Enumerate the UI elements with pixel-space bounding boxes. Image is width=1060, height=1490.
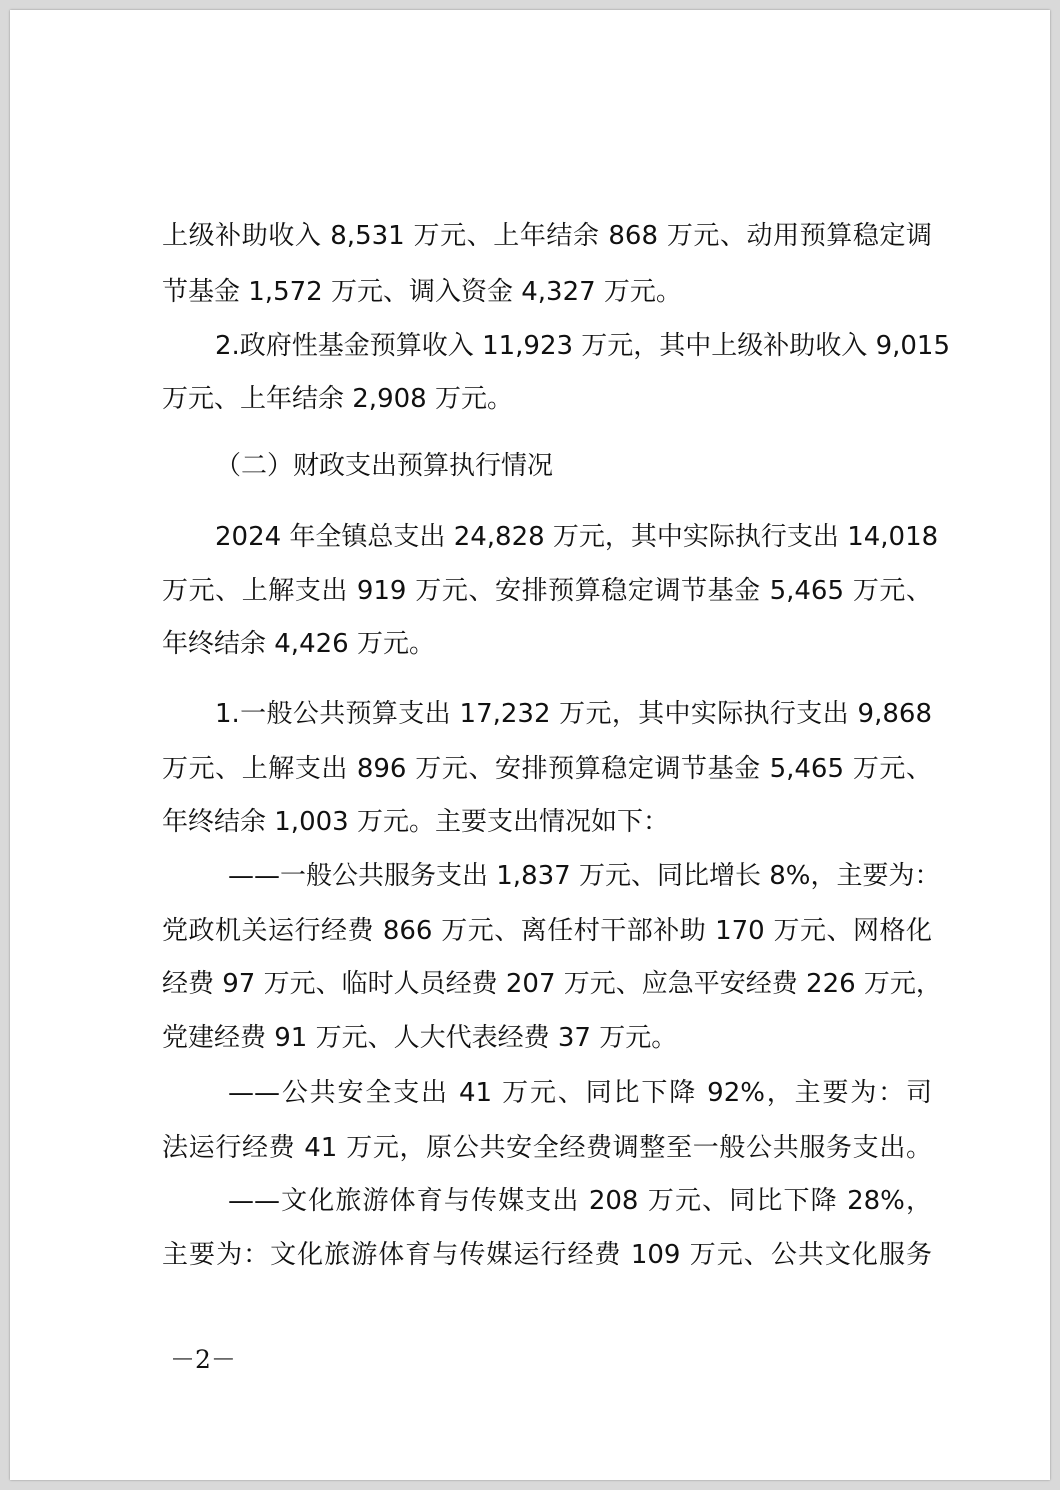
body-text-line: 主要为：文化旅游体育与传媒运行经费 109 万元、公共文化服务	[162, 1240, 932, 1270]
body-text-line: 经费 97 万元、临时人员经费 207 万元、应急平安经费 226 万元，	[162, 969, 942, 999]
body-text-line: 年终结余 4,426 万元。	[162, 629, 435, 659]
body-text-line: 党建经费 91 万元、人大代表经费 37 万元。	[162, 1023, 678, 1053]
body-text-line: 万元、上解支出 896 万元、安排预算稳定调节基金 5,465 万元、	[162, 754, 932, 784]
body-text-line: ——一般公共服务支出 1,837 万元、同比增长 8%，主要为：	[228, 861, 941, 891]
body-text-line: 年终结余 1,003 万元。主要支出情况如下：	[162, 807, 669, 837]
body-text-line: 万元、上年结余 2,908 万元。	[162, 384, 513, 414]
page-number: －2－	[170, 1345, 236, 1374]
body-text-line: 上级补助收入 8,531 万元、上年结余 868 万元、动用预算稳定调	[162, 221, 932, 251]
body-text-line: ——公共安全支出 41 万元、同比下降 92%，主要为：司	[228, 1078, 932, 1108]
body-text-line: 2.政府性基金预算收入 11,923 万元，其中上级补助收入 9,015	[215, 331, 951, 361]
body-text-line: 万元、上解支出 919 万元、安排预算稳定调节基金 5,465 万元、	[162, 576, 932, 606]
body-text-line: 法运行经费 41 万元，原公共安全经费调整至一般公共服务支出。	[162, 1133, 932, 1163]
body-text-line: 党政机关运行经费 866 万元、离任村干部补助 170 万元、网格化	[162, 916, 932, 946]
body-text-line: 1.一般公共预算支出 17,232 万元，其中实际执行支出 9,868	[215, 699, 932, 729]
body-text-line: 节基金 1,572 万元、调入资金 4,327 万元。	[162, 277, 682, 307]
body-text-line: ——文化旅游体育与传媒支出 208 万元、同比下降 28%，	[228, 1186, 932, 1216]
document-page	[10, 10, 1050, 1480]
section-heading: （二）财政支出预算执行情况	[215, 451, 554, 481]
body-text-line: 2024 年全镇总支出 24,828 万元，其中实际执行支出 14,018	[215, 522, 939, 552]
